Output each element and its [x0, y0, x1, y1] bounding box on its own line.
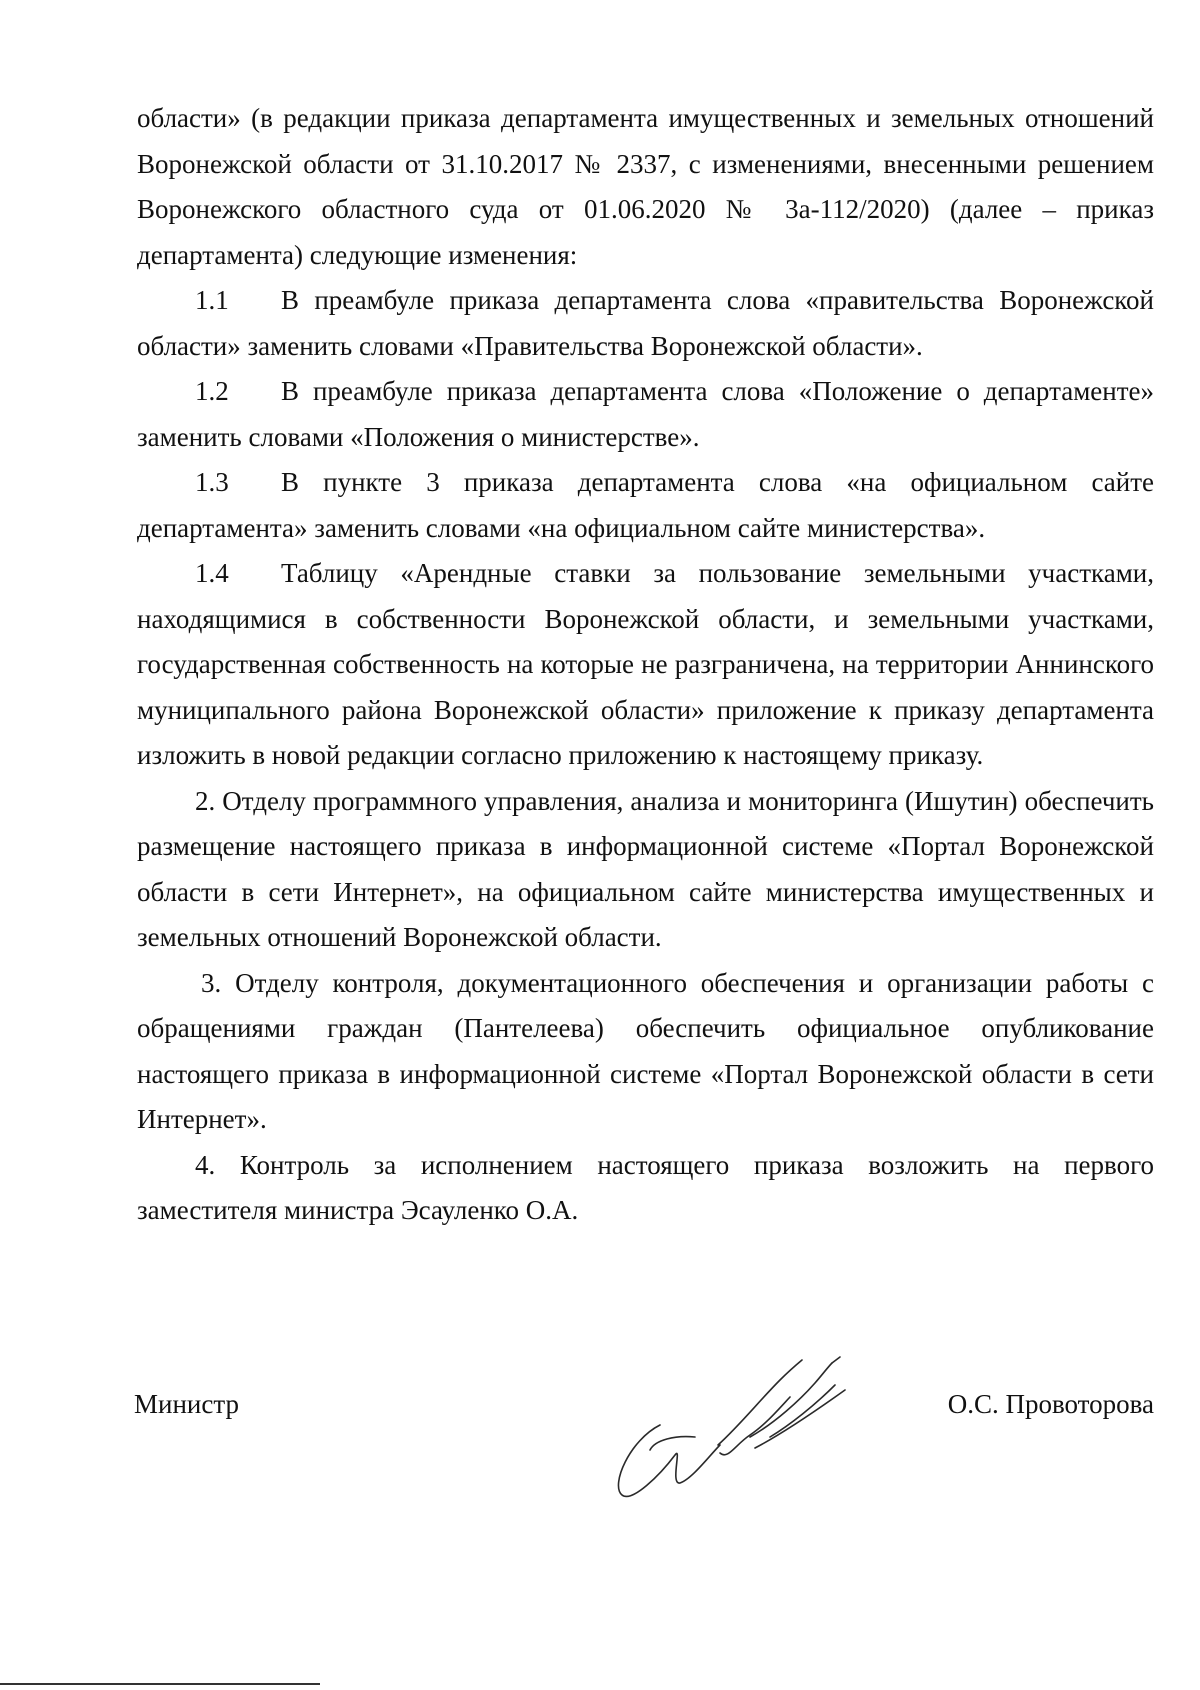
item-text: В пункте 3 приказа департамента слова «на официальном сайте департамента» заменить словами «на официальном сайте министерства».	[137, 467, 1154, 543]
paragraph-4: 4. Контроль за исполнением настоящего приказа возложить на первого заместителя министра Эсауленко О.А.	[137, 1149, 1154, 1225]
item-number: 1.2	[195, 376, 229, 406]
item-number: 1.3	[195, 467, 229, 497]
item-1-1	[137, 278, 1154, 369]
signatory-title: Министр	[134, 1389, 239, 1419]
item-1-2	[137, 369, 1154, 460]
item-number: 1.4	[195, 558, 229, 588]
item-1-4	[137, 551, 1154, 779]
footer-divider	[0, 1683, 320, 1685]
paragraph-3: 3. Отделу контроля, документационного обеспечения и организации работы с обращениями граждан (Пантелеева) обеспечить официальное опубликование настоящего приказа в информационной системе «Портал Воронежской области в сети Интернет».	[137, 967, 1154, 1134]
item-1-3	[137, 460, 1154, 551]
paragraph-2: 2. Отделу программного управления, анализа и мониторинга (Ишутин) обеспечить размещение настоящего приказа в информационной системе «Портал Воронежской области в сети Интернет», на официальном сайте министерства имущественных и земельных отношений Воронежской области.	[137, 785, 1154, 952]
document-body	[137, 96, 1154, 1234]
item-text: В преамбуле приказа департамента слова «Положение о департаменте» заменить словами «Положения о министерстве».	[137, 376, 1154, 452]
item-number: 1.1	[195, 285, 229, 315]
signatory-name: О.С. Провоторова	[947, 1389, 1154, 1419]
signature-block	[134, 1382, 1154, 1432]
item-text: Таблицу «Арендные ставки за пользование земельными участками, находящимися в собственности Воронежской области, и земельными участками, государственная собственность на которые не разграничена, на территории Аннинского муниципального района Воронежской области» приложение к приказу департамента изложить в новой редакции согласно приложению к настоящему приказу.	[137, 558, 1154, 770]
intro-paragraph: области» (в редакции приказа департамента имущественных и земельных отношений Воронежской области от 31.10.2017 № 2337, с изменениями, внесенными решением Воронежского областного суда от 01.06.2020 № 3а-112/2020) (далее – приказ департамента) следующие изменения:	[137, 103, 1154, 270]
item-text: В преамбуле приказа департамента слова «правительства Воронежской области» заменить словами «Правительства Воронежской области».	[137, 285, 1154, 361]
